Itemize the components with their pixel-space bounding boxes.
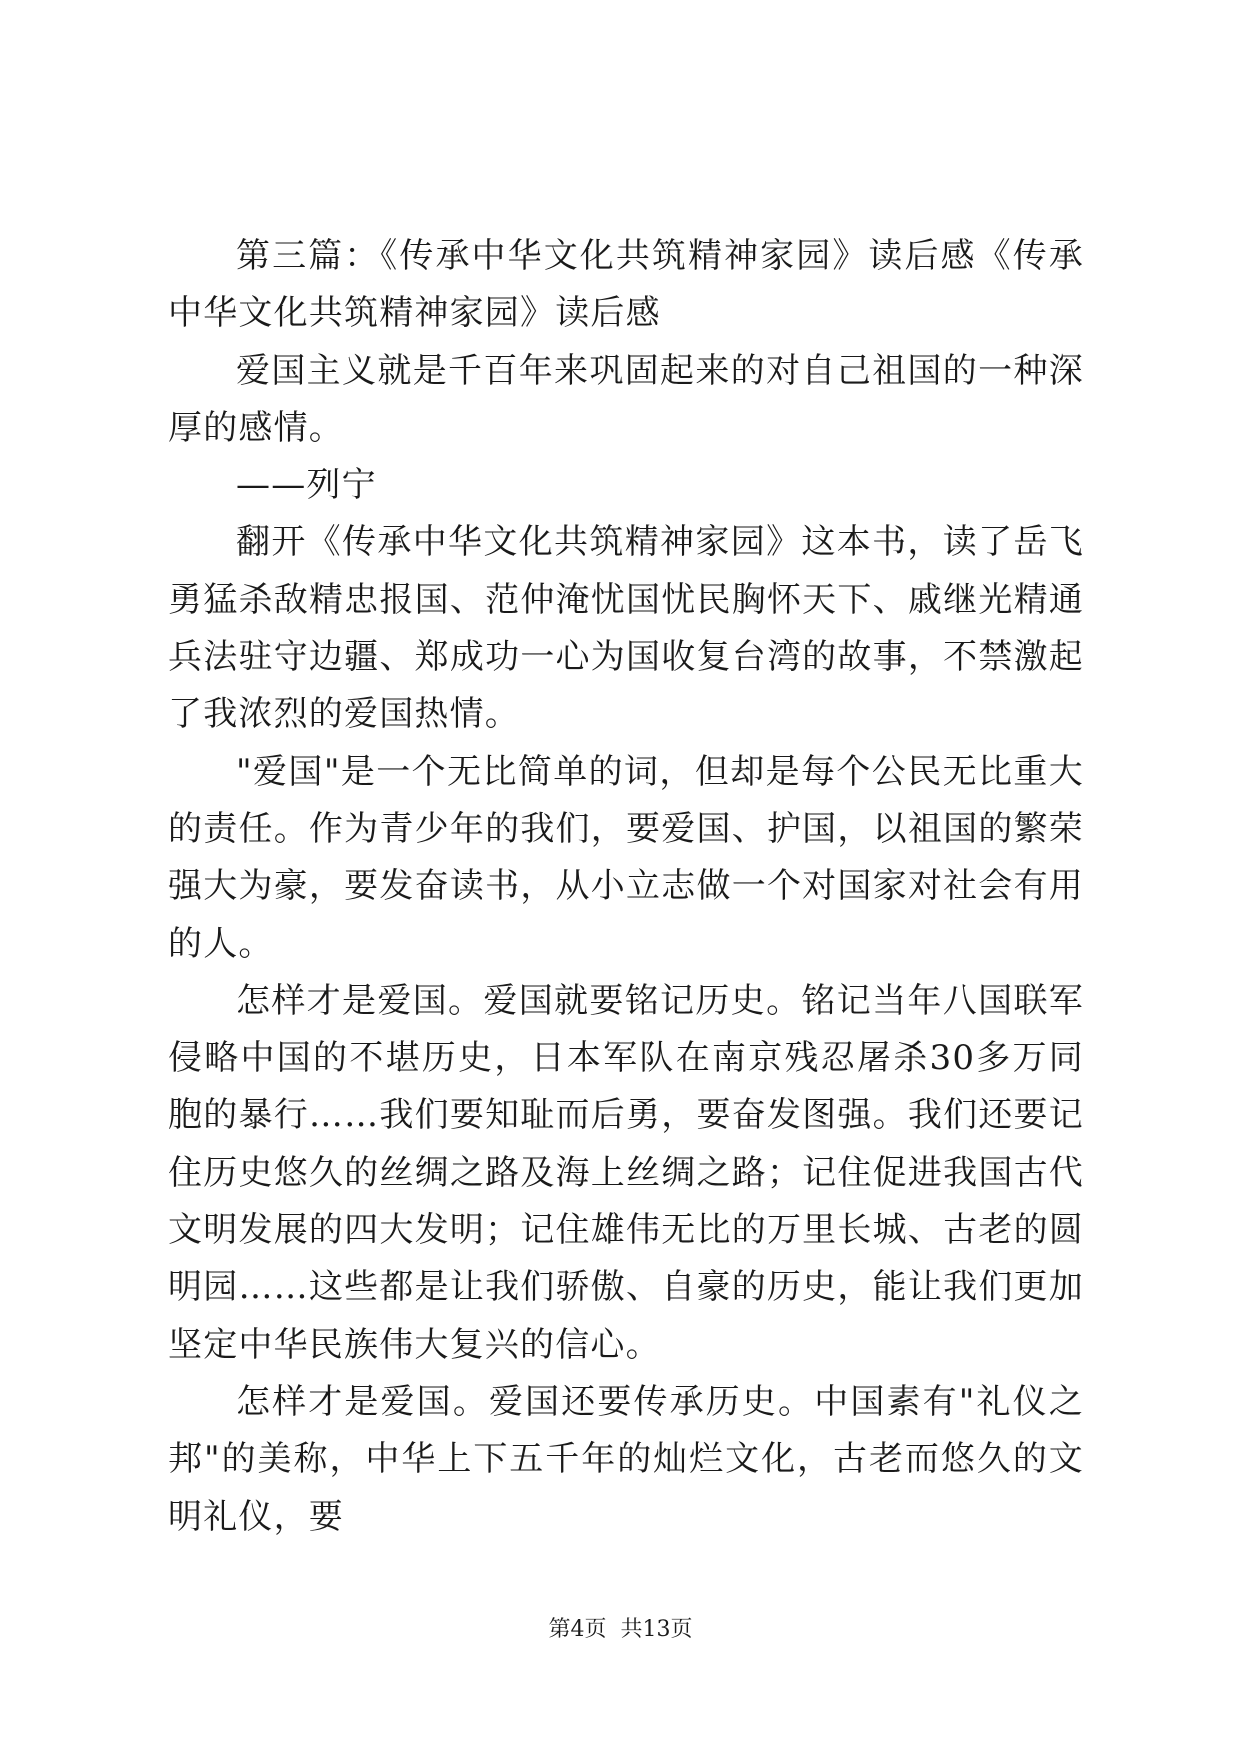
page-footer: [0, 1612, 1241, 1643]
body-paragraph: 翻开《传承中华文化共筑精神家园》这本书，读了岳飞勇猛杀敌精忠报国、范仲淹忧国忧民胸怀天下、戚继光精通兵法驻守边疆、郑成功一心为国收复台湾的故事，不禁激起了我浓烈的爱国热情。: [168, 522, 1084, 735]
page-number: 第4页: [548, 1617, 607, 1642]
quote-paragraph: 爱国主义就是千百年来巩固起来的对自己祖国的一种深厚的感情。: [168, 350, 1084, 448]
quote-attribution: ——列宁: [236, 465, 377, 506]
body-paragraph: 怎样才是爱国。爱国还要传承历史。中国素有"礼仪之邦"的美称，中华上下五千年的灿烂文化，古老而悠久的文明礼仪，要: [168, 1381, 1084, 1537]
page-total: 共13页: [620, 1617, 693, 1642]
document-body: [168, 228, 1084, 1546]
article-title: 第三篇：《传承中华文化共筑精神家园》读后感《传承中华文化共筑精神家园》读后感: [168, 236, 1084, 334]
body-paragraph: "爱国"是一个无比简单的词，但却是每个公民无比重大的责任。作为青少年的我们，要爱国、护国，以祖国的繁荣强大为豪，要发奋读书，从小立志做一个对国家对社会有用的人。: [168, 751, 1084, 964]
body-paragraph: 怎样才是爱国。爱国就要铭记历史。铭记当年八国联军侵略中国的不堪历史，日本军队在南京残忍屠杀30多万同胞的暴行……我们要知耻而后勇，要奋发图强。我们还要记住历史悠久的丝绸之路及海上丝绸之路；记住促进我国古代文明发展的四大发明；记住雄伟无比的万里长城、古老的圆明园……这些都是让我们骄傲、自豪的历史，能让我们更加坚定中华民族伟大复兴的信心。: [168, 980, 1084, 1365]
